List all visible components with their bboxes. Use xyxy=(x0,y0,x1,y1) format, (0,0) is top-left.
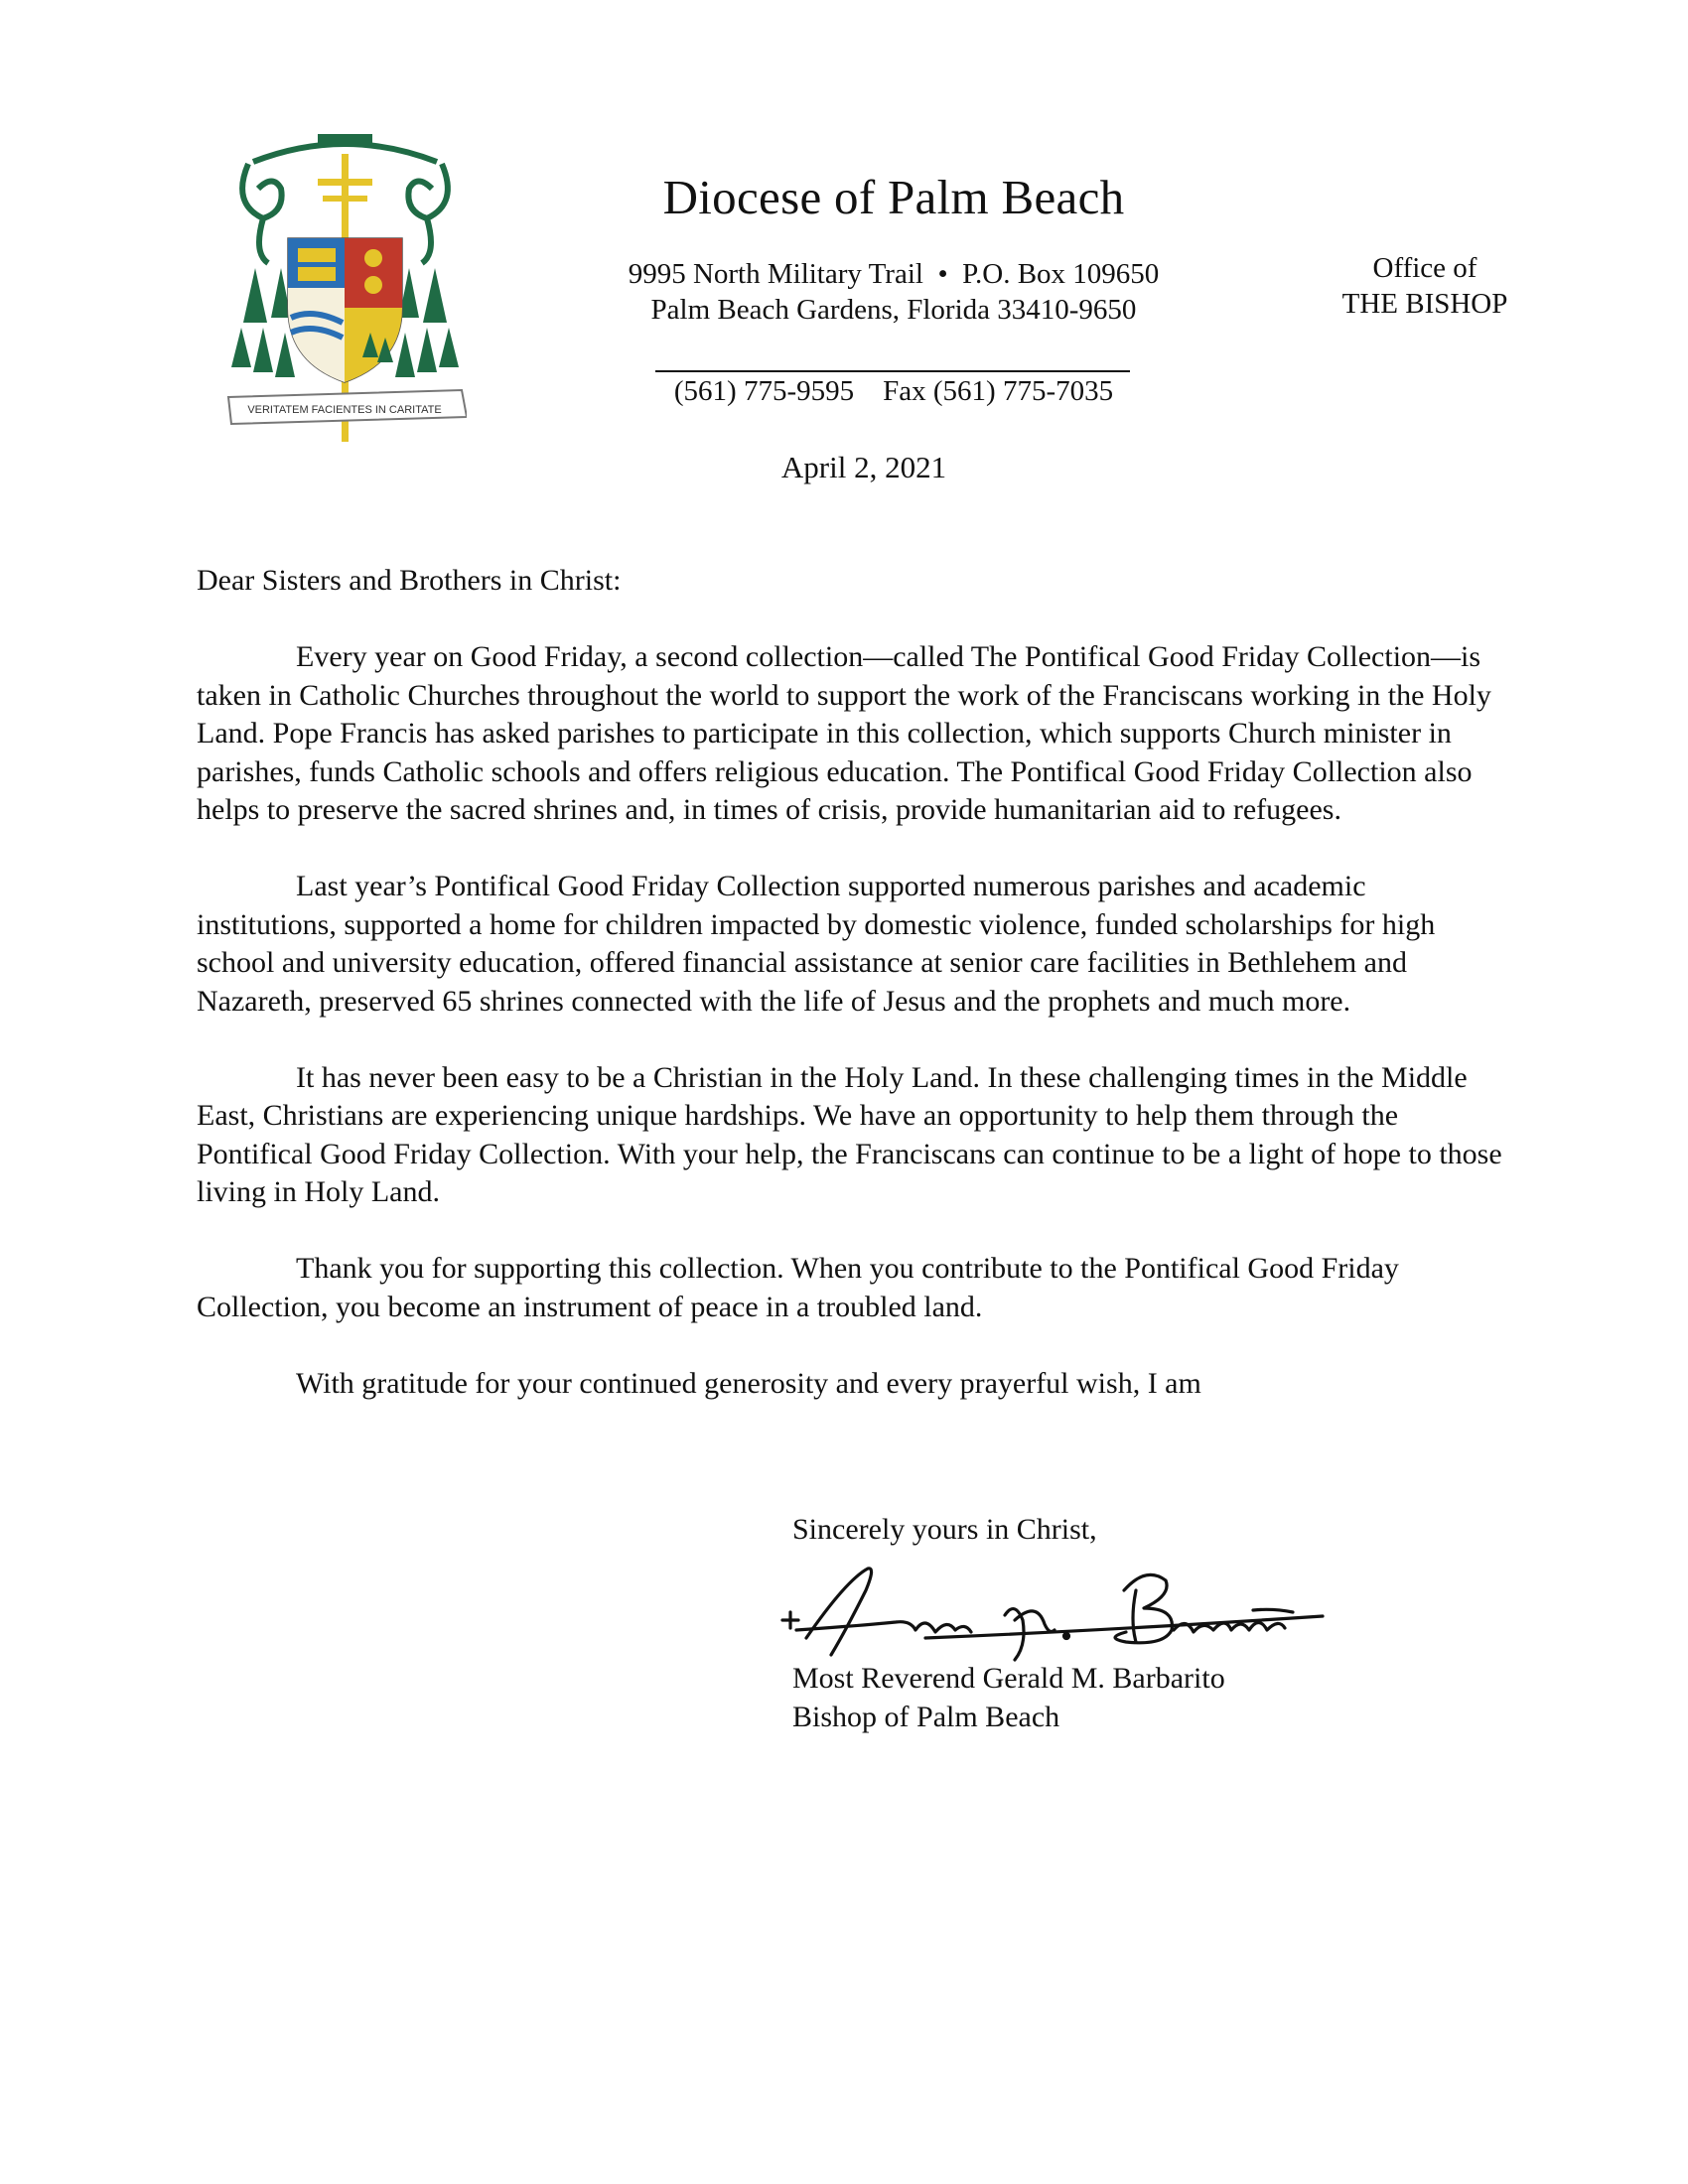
phone-number: (561) 775-9595 xyxy=(673,375,855,407)
signer-name: Most Reverend Gerald M. Barbarito xyxy=(792,1662,1225,1695)
crest-motto: VERITATEM FACIENTES IN CARITATE xyxy=(247,404,442,416)
handwritten-signature xyxy=(776,1561,1333,1670)
contact-line xyxy=(576,373,1211,409)
paragraph-4: Thank you for supporting this collection. When you contribute to the Pontifical Good Friday Collection, you become an instrument of peace in a troubled land. xyxy=(197,1252,1399,1323)
salutation: Dear Sisters and Brothers in Christ: xyxy=(197,564,622,597)
paragraph-5: With gratitude for your continued generosity and every prayerful wish, I am xyxy=(296,1366,1201,1400)
address-block xyxy=(576,256,1211,328)
contact-divider xyxy=(655,370,1130,372)
office-block xyxy=(1311,250,1539,322)
letter-body xyxy=(197,562,1507,1441)
paragraph-3: It has never been easy to be a Christian in the Holy Land. In these challenging times in the Middle East, Christians are experiencing unique hardships. We have an opportunity to help them through the Pontifical Good Friday Collection. With your help, the Franciscans can continue to be a light of hope to those living in Holy Land. xyxy=(197,1060,1502,1208)
paragraph-1: Every year on Good Friday, a second collection—called The Pontifical Good Friday Collection—is taken in Catholic Churches throughout the world to support the work of the Franciscans working in the Holy Land. Pope Francis has asked parishes to participate in this collection, which supports Church minister in parishes, funds Catholic schools and offers religious education. The Pontifical Good Friday Collection also helps to preserve the sacred shrines and, in times of crisis, provide humanitarian aid to refugees. xyxy=(197,640,1491,826)
diocese-crest-logo xyxy=(223,134,467,442)
signer-block xyxy=(792,1660,1225,1736)
address-line-1: 9995 North Military Trail • P.O. Box 109650 xyxy=(628,258,1160,290)
office-line-1: Office of xyxy=(1372,252,1477,284)
letter-date: April 2, 2021 xyxy=(780,450,947,484)
fax-number: Fax (561) 775-7035 xyxy=(883,375,1114,407)
organization-name: Diocese of Palm Beach xyxy=(662,170,1125,224)
office-line-2: THE BISHOP xyxy=(1341,288,1508,320)
paragraph-2: Last year’s Pontifical Good Friday Collection supported numerous parishes and academic institutions, supported a home for children impacted by domestic violence, funded scholarships for high school and university education, offered financial assistance at senior care facilities in Bethlehem and Nazareth, preserved 65 shrines connected with the life of Jesus and the prophets and much more. xyxy=(197,870,1436,1018)
address-line-2: Palm Beach Gardens, Florida 33410-9650 xyxy=(650,294,1137,326)
closing: Sincerely yours in Christ, xyxy=(792,1513,1097,1546)
signer-title: Bishop of Palm Beach xyxy=(792,1700,1060,1733)
